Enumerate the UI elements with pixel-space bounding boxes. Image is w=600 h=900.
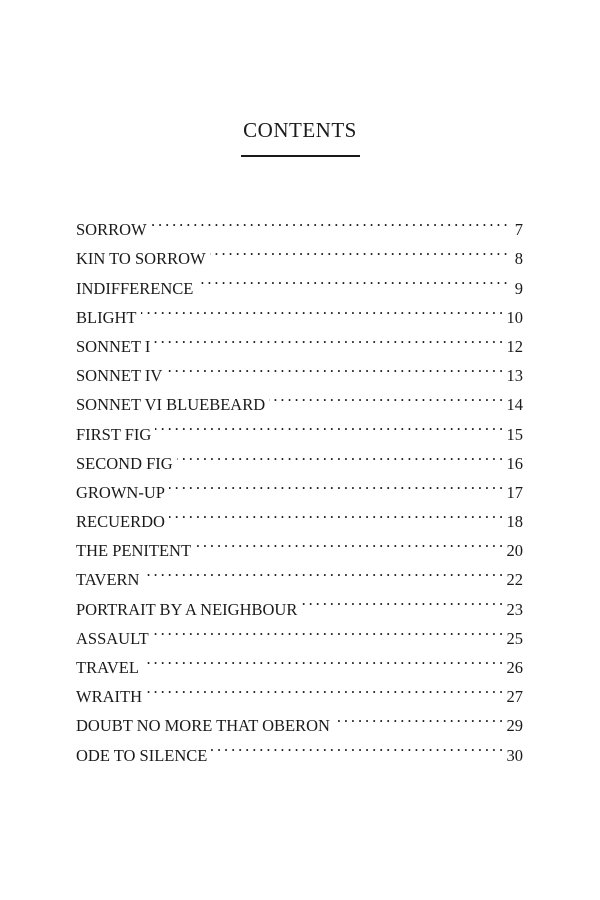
toc-entry-page: 29	[506, 716, 523, 736]
dot-leader	[146, 673, 503, 702]
toc-entry[interactable]	[76, 556, 523, 590]
dot-leader	[197, 264, 507, 293]
toc-entry-title: THE PENITENT	[76, 541, 192, 561]
toc-entry-page: 13	[506, 366, 523, 386]
toc-entry-title: GROWN-UP	[76, 482, 165, 502]
dot-leader	[153, 615, 503, 644]
toc-entry-page: 27	[506, 687, 523, 707]
toc-entry-page: 22	[506, 570, 523, 590]
toc-entry-title: ASSAULT	[76, 628, 149, 648]
toc-entry[interactable]	[76, 644, 523, 677]
dot-leader	[141, 294, 503, 323]
toc-entry-page: 18	[506, 512, 523, 532]
toc-entry-page: 15	[506, 424, 523, 444]
toc-entry-page: 7	[514, 220, 523, 240]
toc-entry-title: DOUBT NO MORE THAT OBERON	[76, 716, 330, 736]
toc-entry-title: SONNET I	[76, 336, 151, 356]
toc-entry-title: SECOND FIG	[76, 453, 173, 473]
dot-leader	[301, 585, 502, 614]
dot-leader	[211, 731, 502, 760]
dot-leader	[177, 440, 503, 469]
dot-leader	[154, 323, 502, 352]
dot-leader	[166, 352, 502, 381]
toc-entry-page: 9	[514, 278, 523, 298]
toc-entry-title: SONNET IV	[76, 366, 163, 386]
toc-entry[interactable]	[76, 673, 523, 707]
toc-entry-page: 25	[506, 628, 523, 648]
toc-entry-page: 30	[506, 745, 523, 765]
toc-entry[interactable]	[76, 323, 523, 356]
dot-leader	[155, 410, 502, 439]
toc-entry-page: 16	[506, 453, 523, 473]
dot-leader	[143, 556, 502, 585]
toc-entry-title: WRAITH	[76, 687, 142, 707]
toc-entry-title: TRAVEL	[76, 658, 139, 677]
toc-entry-page: 8	[514, 249, 523, 269]
toc-entry-page: 17	[506, 482, 523, 502]
table-of-contents	[76, 206, 523, 765]
toc-entry-title: FIRST FIG	[76, 424, 152, 444]
dot-leader	[269, 381, 502, 410]
page-title: CONTENTS	[243, 118, 357, 142]
toc-entry-page: 20	[506, 541, 523, 561]
toc-entry-page: 12	[506, 336, 523, 356]
toc-entry-title: INDIFFERENCE	[76, 278, 194, 298]
toc-entry-title: KIN TO SORROW	[76, 249, 206, 269]
toc-entry-title: SORROW	[76, 220, 147, 240]
toc-entry-title: RECUERDO	[76, 512, 165, 532]
title-underline	[241, 155, 360, 157]
dot-leader	[143, 644, 503, 673]
toc-entry-title: SONNET VI BLUEBEARD	[76, 395, 266, 415]
dot-leader	[169, 469, 503, 498]
dot-leader	[210, 235, 507, 264]
toc-entry-title: BLIGHT	[76, 307, 137, 327]
toc-entry-page: 26	[506, 658, 523, 677]
toc-entry-title: TAVERN	[76, 570, 140, 590]
toc-entry[interactable]	[76, 294, 523, 327]
toc-entry-page: 10	[506, 307, 523, 327]
dot-leader	[151, 206, 507, 235]
dot-leader	[169, 498, 503, 527]
toc-entry-title: ODE TO SILENCE	[76, 745, 208, 765]
toc-entry[interactable]	[76, 206, 523, 240]
toc-entry-title: PORTRAIT BY A NEIGHBOUR	[76, 599, 298, 619]
dot-leader	[195, 527, 502, 556]
dot-leader	[334, 702, 503, 731]
toc-entry-page: 14	[506, 395, 523, 415]
toc-entry-page: 23	[506, 599, 523, 619]
